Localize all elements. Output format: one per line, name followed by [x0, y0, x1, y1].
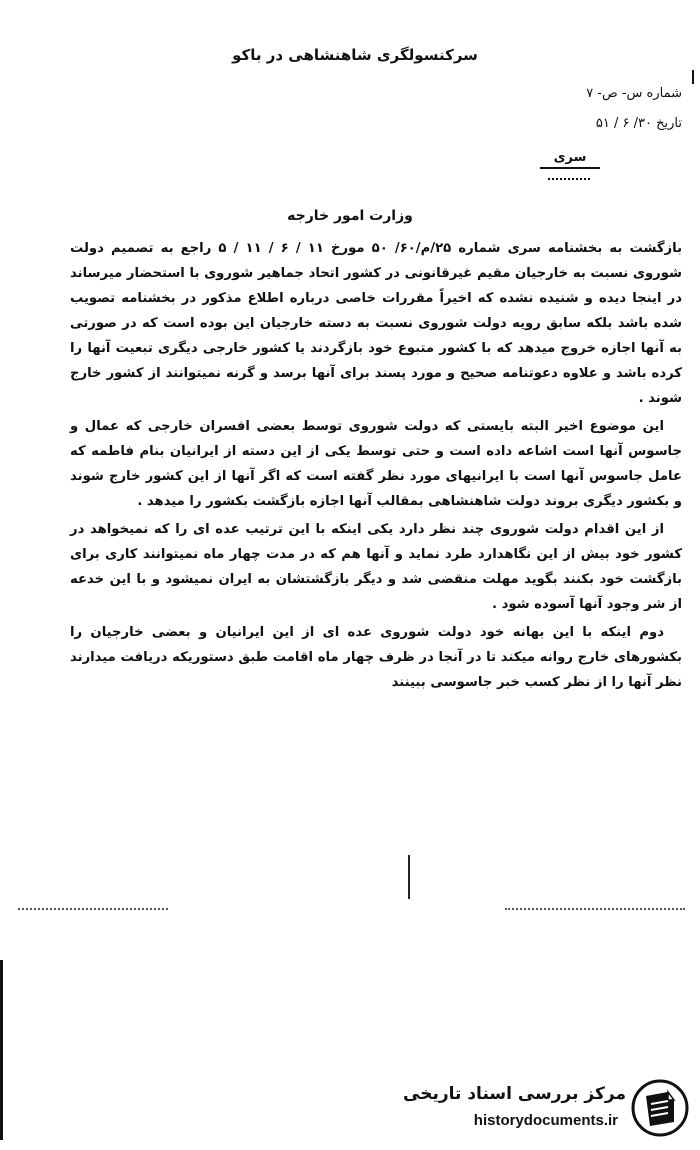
scan-dotted-line	[18, 908, 168, 910]
body-paragraph-3: از این اقدام دولت شوروی چند نظر دارد یکی اینکه با این ترتیب عده ای را که نمیخواهد در کشور خود بیش از این نگاهدارد طرد نماید و آنها هم که در مدت چهار ماه نمیتوانند کاری برای بازگشت خود بکنند بگوید مهلت منقضی شد و دیگر بازگشتشان به ایران نمیشود و با این خدعه از شر وجود آنها آسوده شود .	[70, 522, 682, 612]
document-date: تاریخ ۳۰/ ۶ / ۵۱	[595, 116, 682, 131]
letterhead-title: سرکنسولگری شاهنشاهی در باکو	[232, 46, 478, 64]
document-number: شماره س- ص- ۷	[586, 86, 682, 101]
letter-body	[70, 236, 682, 698]
edge-mark	[692, 70, 694, 84]
body-paragraph-2: این موضوع اخیر البته بایستی که دولت شوروی توسط بعضی افسران خارجی که عمال و جاسوس آنها است اشاعه داده است و حتی توسط یکی از این دسته از ایرانیان بنام فاطمه که عامل جاسوس آنها است با ایرانیهای مورد نظر گفته است که اگر آنها از این کشور خارج شوند و بکشور دیگری بروند دولت شاهنشاهی بمقالب آنها اجازه بازگشت بکشور را میدهد .	[70, 419, 682, 509]
watermark-url: historydocuments.ir	[473, 1112, 618, 1129]
fold-mark	[408, 855, 410, 899]
body-paragraph-1: بازگشت به بخشنامه سری شماره ۲۵/م/۶۰/ ۵۰ مورخ ۱۱ / ۶ / ۱۱ / ۵ راجع به تصمیم دولت شوروی نسبت به خارجیان مقیم غیرقانونی در کشور اتحاد جماهیر شوروی با استحضار میرساند در اینجا دیده و شنیده نشده که اخیراً مقررات خاصی درباره اطلاع مذکور در بخشنامه تصویب شده باشد بلکه سابق رویه دولت شوروی نسبت به دسته خارجیان این بوده است که در صورتی به آنها اجازه خروج میدهد که با کشور متبوع خود بازگردند یا کشور خارجی دیگری تبعیت آنها را کرده باشد و علاوه دعوتنامه صحیح و مورد پسند برای آنها برسد و گرنه نمیتوانند از کشور خارج شوند .	[70, 241, 683, 406]
scan-dotted-line-right	[505, 908, 685, 910]
watermark	[400, 1076, 696, 1146]
scan-edge-line	[0, 960, 3, 1140]
folded-document-logo-icon	[630, 1078, 690, 1138]
addressee: وزارت امور خارجه	[287, 208, 413, 224]
classification-underline	[548, 178, 590, 180]
watermark-name: مرکز بررسی اسناد تاریخی	[403, 1084, 626, 1104]
body-paragraph-4: دوم اینکه با این بهانه خود دولت شوروی عده ای از این ایرانیان و بعضی خارجیان را بکشورهای خارج روانه میکند تا در آنجا در ظرف چهار ماه اقامت طبق دستوریکه دریافت میدارند نظر آنها را از نظر کسب خبر جاسوسی ببینند	[70, 625, 682, 690]
classification-mark: سری	[540, 150, 600, 169]
